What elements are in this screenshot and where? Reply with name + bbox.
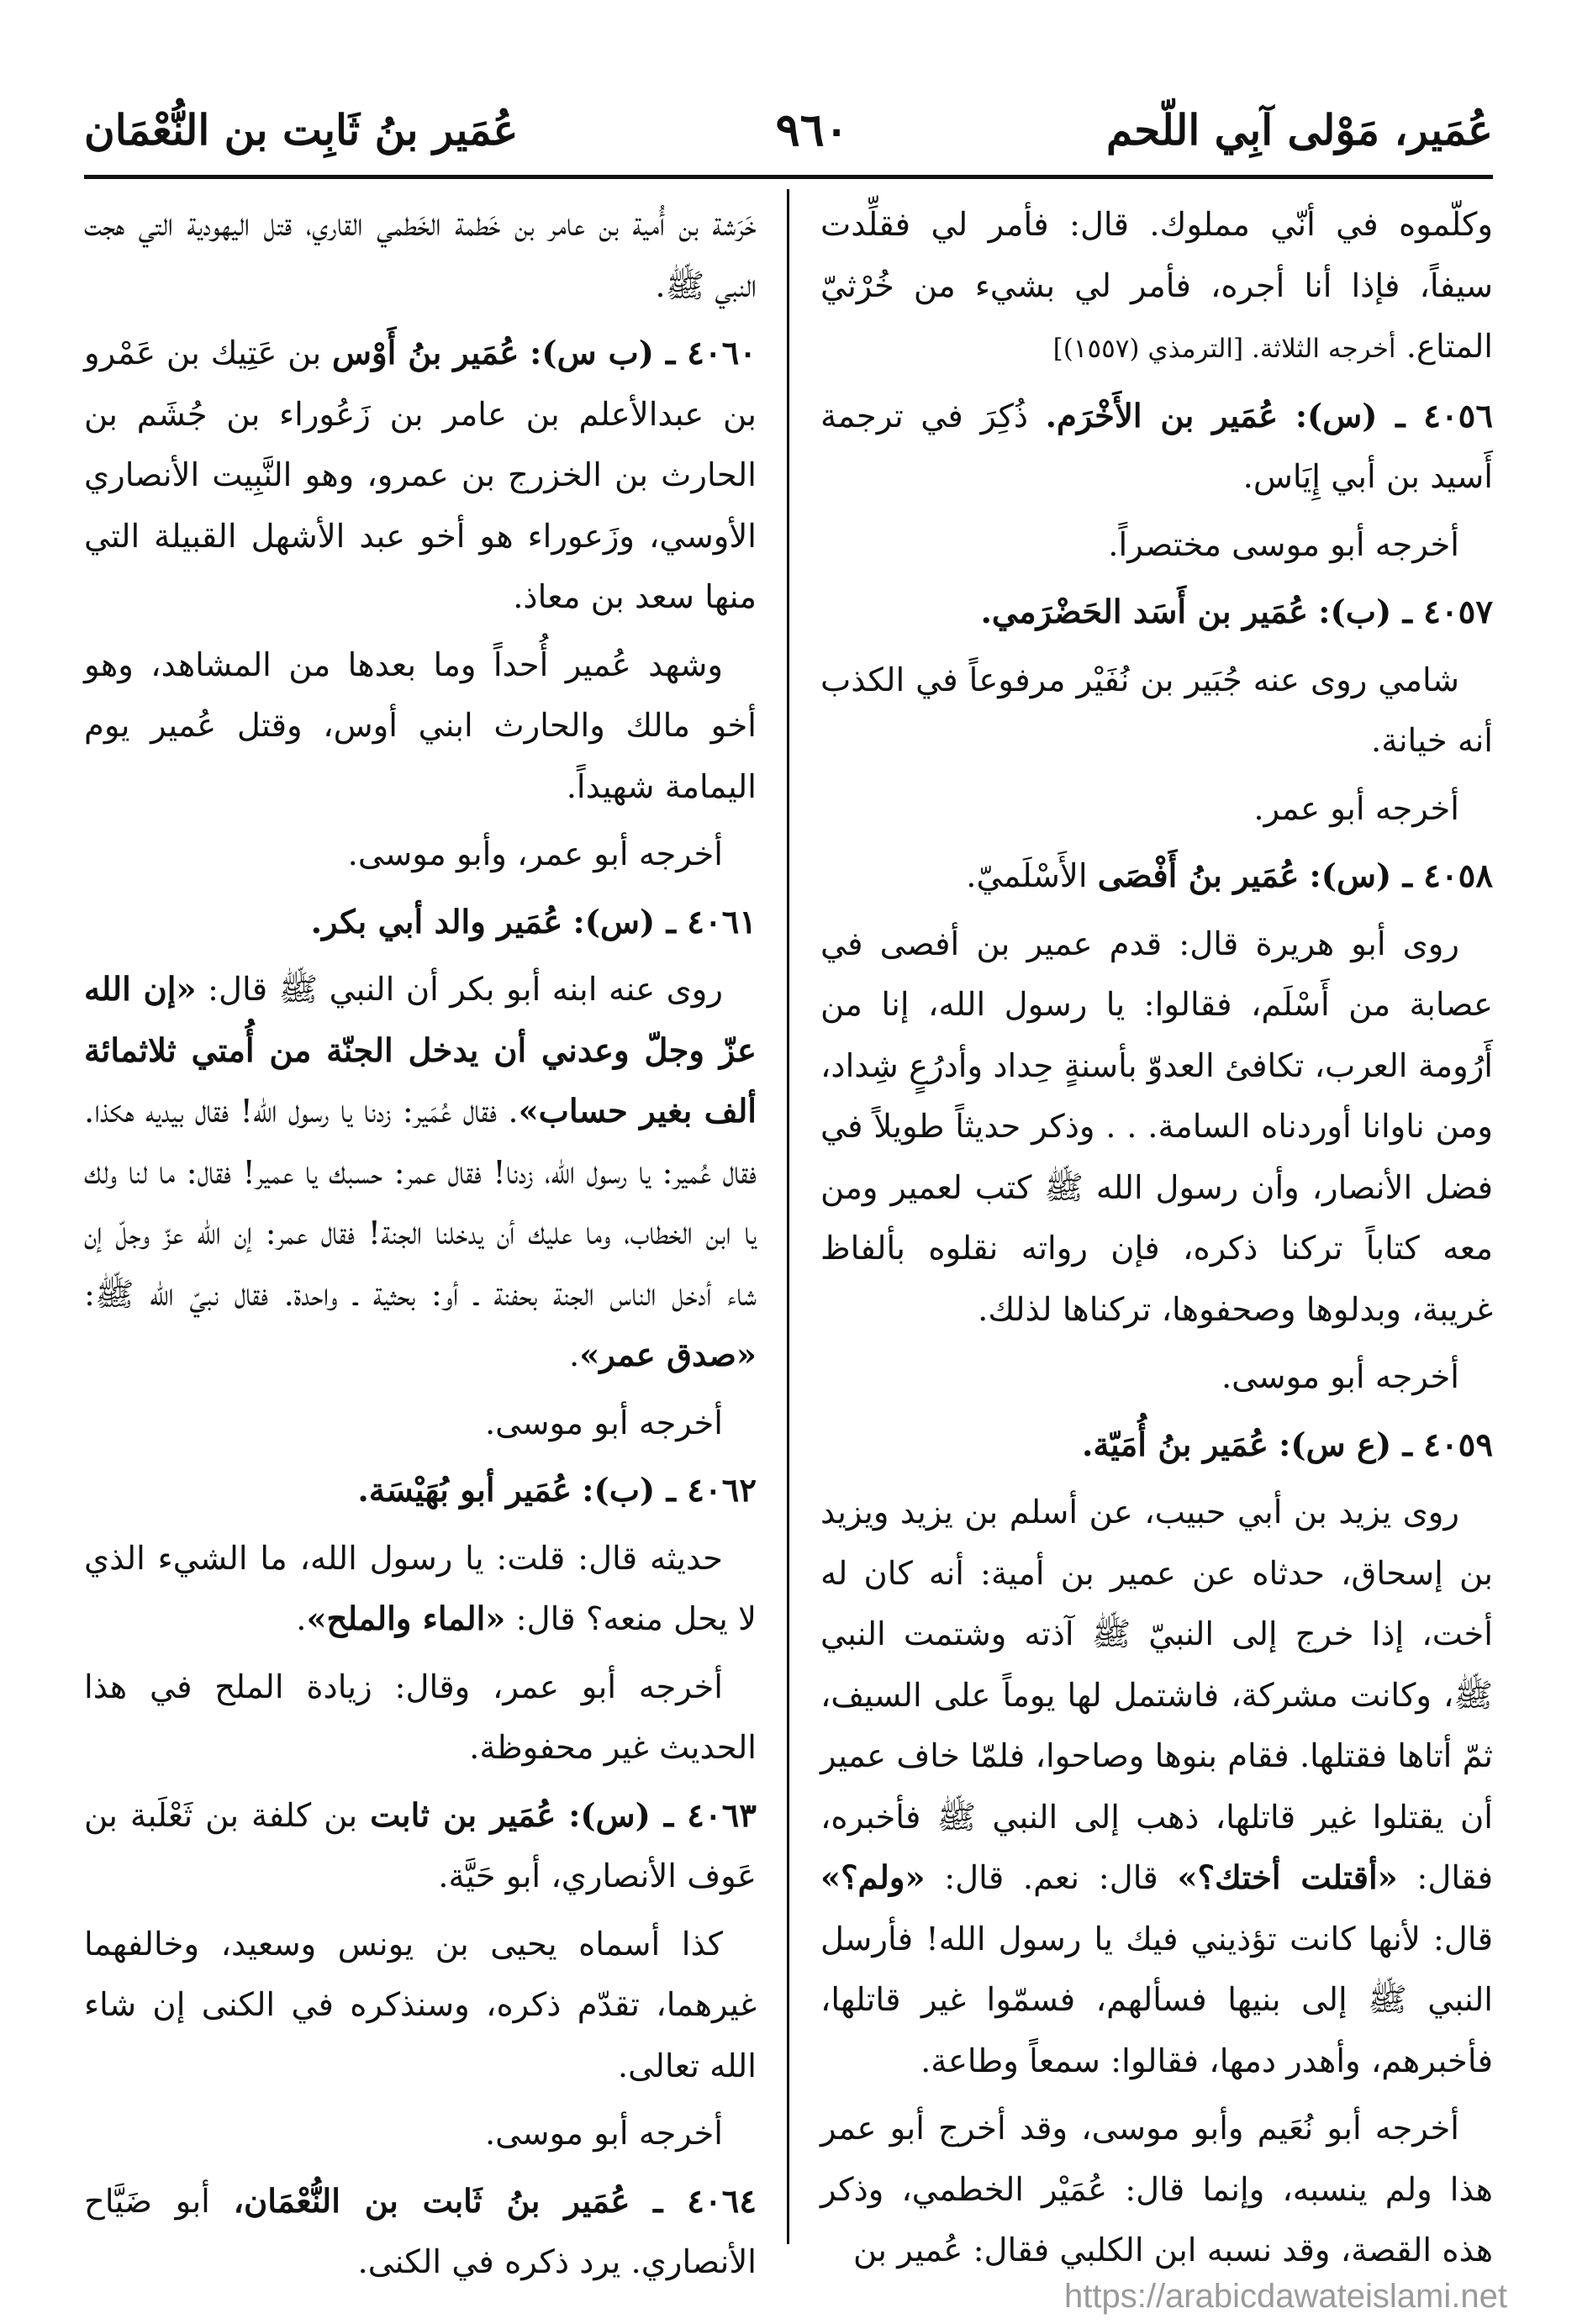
entry-text: أبو ضَيَّاح الأنصاري. يرد ذكره في الكنى.: [84, 2182, 757, 2281]
entry-name: عُمَير بنُ أَوْس: [332, 335, 520, 372]
entry-text: بن عَتِيك بن عَمْرو بن عبدالأعلم بن عامر بن زَعُوراء بن جُشَم بن الحارث بن الخزرج بن عمرو، وهو النَّبِيت الأنصاري الأوسي، وزَعوراء هو أخو عبد الأشهل القبيلة التي منها سعد بن معاذ.: [84, 335, 757, 616]
entry-source: أخرجه أبو موسى.: [1221, 1358, 1459, 1396]
entry-4060: [84, 324, 757, 629]
header-left-title: عُمَير بنُ ثَابِت بن النُّعْمَان: [84, 104, 519, 155]
hadith-quote: «ولم؟»: [820, 1859, 926, 1897]
entry-name: عُمَير بن الأَخْرَم.: [1045, 397, 1279, 435]
left-column: [84, 195, 757, 2281]
page-number: ٩٦٠: [775, 103, 849, 156]
watermark-url: https://arabicdawateislami.net: [1064, 2278, 1507, 2315]
entry-text: [820, 1483, 1493, 2092]
entry-number: ٤٠٥٩ ـ (ع س):: [1279, 1425, 1493, 1464]
hadith-quote: «الماء والملح»: [306, 1600, 506, 1638]
entry-text-part: قال: لأنها كانت تؤذيني فيك يا رسول الله! فأرسل النبي ﷺ إلى بنيها فسألهم، فسمّوا غير قاتلها، فأخبرهم، وأهدر دمها، فقالوا: سمعاً وطاعة.: [820, 1920, 1493, 2080]
hadith-quote: «صدق عمر»: [579, 1336, 757, 1374]
column-divider: [787, 189, 789, 2244]
entry-source: أخرجه أبو موسى مختصراً.: [1108, 525, 1459, 564]
entry-text: شامي روى عنه جُبَير بن نُفَيْر مرفوعاً في الكذب أنه خيانة.: [820, 661, 1493, 760]
entry-number: ٤٠٦٠ ـ (ب س):: [530, 335, 757, 372]
paragraph: [820, 195, 1493, 380]
entry-number: ٤٠٦٣ ـ (س):: [568, 1796, 757, 1835]
entry-number: ٤٠٦١ ـ (س):: [572, 903, 757, 941]
right-column: [820, 195, 1493, 2269]
entry-text: كذا أسماه يحيى بن يونس وسعيد، وخالفهما غيرهما، تقدّم ذكره، وسنذكره في الكنى إن شاء الله تعالى.: [84, 1925, 757, 2085]
entry-text: روى أبو هريرة قال: قدم عمير بن أفصى في عصابة من أَسْلَم، فقالوا: يا رسول الله، إنا من أَرُومة العرب، تكافئ العدوّ بأسنةٍ حِداد وأدرُعٍ شِداد، ومن ناوانا أوردناه السامة. . . وذكر حديثاً طويلاً في فضل الأنصار، وأن رسول الله ﷺ كتب لعمير ومن معه كتاباً تركنا ذكره، فإن رواته نقلوه بألفاظ غريبة، وبدلوها وصحفوها، تركناها لذلك.: [820, 925, 1493, 1329]
entry-number: ٤٠٦٢ ـ (ب):: [582, 1472, 757, 1510]
hadith-quote: «إن الله عزّ وجلّ وعدني أن يدخل الجنّة من أُمتي ثلاثمائة ألف بغير حساب»: [84, 971, 757, 1130]
entry-name-suffix: الأَسْلَميّ.: [966, 857, 1088, 895]
entry-text: بن كلفة بن ثَعْلَبة بن عَوف الأنصاري، أبو حَيَّة.: [84, 1796, 757, 1895]
entry-number: ٤٠٥٨ ـ (س):: [1309, 857, 1493, 895]
entry-source: أخرجه أبو موسى.: [484, 1404, 723, 1442]
entry-source: أخرجه أبو عمر.: [1253, 789, 1459, 828]
reference-note: أخرجه الثلاثة. [الترمذي (١٥٥٧)]: [1052, 334, 1396, 364]
entry-name: عُمَير والد أبي بكر.: [310, 903, 563, 941]
entry-4056: [820, 387, 1493, 509]
entry-source: أخرجه أبو عمر، وقال: زيادة الملح في هذا الحديث غير محفوظة.: [84, 1668, 757, 1767]
entry-name: عُمَير أبو بُهَيْسَة.: [357, 1472, 572, 1510]
entry-4061: [84, 893, 757, 954]
entry-source: أخرجه أبو عمر، وأبو موسى.: [347, 835, 723, 873]
header-right-title: عُمَير، مَوْلى آبِي اللّحم: [1105, 104, 1493, 155]
entry-source: أخرجه أبو موسى.: [484, 2115, 723, 2153]
entry-name: عُمَير بن أَسَد الحَضْرَمي.: [980, 593, 1309, 631]
entry-text-part: قال: نعم. قال:: [944, 1859, 1158, 1897]
entry-4058: [820, 846, 1493, 908]
entry-4057: [820, 582, 1493, 644]
entry-4063: [84, 1786, 757, 1908]
header-rule: [84, 175, 1493, 179]
entry-text: روى عنه ابنه أبو بكر أن النبي ﷺ قال: «إن الله عزّ وجلّ وعدني أن يدخل الجنّة من أُمتي ثلاثمائة ألف بغير حساب». فقال عُمَير: زدنا يا رسول الله! فقال بيديه هكذا. فقال عُمير: يا رسول الله، زدنا! فقال عمر: حسبك يا عمير! فقال: ما لنا ولك يا ابن الخطاب، وما عليك أن يدخلنا الجنة! فقال عمر: إن الله عزّ وجلّ إن شاء أدخل الناس الجنة بحفنة ـ أو: بحثية ـ واحدة. فقال نبيّ الله ﷺ: «صدق عمر».: [84, 971, 757, 1374]
entry-text-part: حديثه قال: قلت: يا رسول الله، ما الشيء الذي لا يحل منعه؟ قال:: [84, 1539, 757, 1638]
entry-4064: [84, 2172, 757, 2294]
entry-source: أخرجه أبو نُعَيم وأبو موسى، وقد أخرج أبو عمر هذا ولم ينسبه، وإنما قال: عُمَيْر الخطمي، وذكر هذه القصة، وقد نسبه ابن الكلبي فقال: عُمير بن: [820, 2110, 1493, 2269]
entry-name: عُمَير بنُ أُمَيّة.: [1082, 1425, 1268, 1464]
entry-text-part: روى يزيد بن أبي حبيب، عن أسلم بن يزيد ويزيد بن إسحاق، حدثاه عن عمير بن أمية: أنه كان له أخت، إذا خرج إلى النبيّ ﷺ آذته وشتمت النبي ﷺ، وكانت مشركة، فاشتمل لها يوماً على السيف، ثمّ أتاها فقتلها. فقام بنوها وصاحوا، فلمّا خاف عمير أن يقتلوا غير قاتلها، ذهب إلى النبي ﷺ فأخبره، فقال:: [820, 1494, 1493, 1897]
entry-4059: [820, 1415, 1493, 1477]
entry-text: وشهد عُمير أُحداً وما بعدها من المشاهد، وهو أخو مالك والحارث ابني أوس، وقتل عُمير يوم اليمامة شهيداً.: [84, 646, 757, 806]
entry-text: ذُكِرَ في ترجمة أَسيد بن أبي إِيَاس.: [820, 397, 1493, 496]
entry-name: عُمَير بنُ أَفْصَى: [1097, 857, 1300, 895]
entry-name: عُمَير بنُ ثَابت بن النُّعْمَان،: [233, 2182, 630, 2221]
entry-name: عُمَير بن ثابت: [370, 1796, 556, 1835]
paragraph: خَرَشة بن أُمية بن عامر بن خَطمة الخَطمي القاري، قتل اليهودية التي هجت النبي ﷺ.: [84, 206, 757, 305]
entry-number: ٤٠٦٤ ـ: [653, 2182, 757, 2221]
entry-4062: [84, 1461, 757, 1522]
hadith-quote: «أقتلت أختك؟»: [1177, 1859, 1398, 1897]
entry-text: حديثه قال: قلت: يا رسول الله، ما الشيء الذي لا يحل منعه؟ قال: «الماء والملح».: [84, 1539, 757, 1638]
paragraph-text: وكلّموه في أنّي مملوك. قال: فأمر لي فقلِّدت سيفاً، فإذا أنا أجره، فأمر لي بشيء من خُرْثيّ المتاع.: [820, 206, 1493, 366]
entry-number: ٤٠٥٦ ـ (س):: [1295, 397, 1493, 435]
entry-text-part: . فقال عُمَير: زدنا يا رسول الله! فقال بيديه هكذا. فقال عُمير: يا رسول الله، زدنا! فقال عمر: حسبك يا عمير! فقال: ما لنا ولك يا ابن الخطاب، وما عليك أن يدخلنا الجنة! فقال عمر: إن الله عزّ وجلّ إن شاء أدخل الناس الجنة بحفنة ـ أو: بحثية ـ واحدة. فقال نبيّ الله ﷺ:: [84, 1093, 757, 1314]
entry-number: ٤٠٥٧ ـ (ب):: [1318, 593, 1493, 631]
entry-text-part: روى عنه ابنه أبو بكر أن النبي ﷺ قال:: [208, 971, 723, 1009]
running-header: [84, 87, 1493, 171]
